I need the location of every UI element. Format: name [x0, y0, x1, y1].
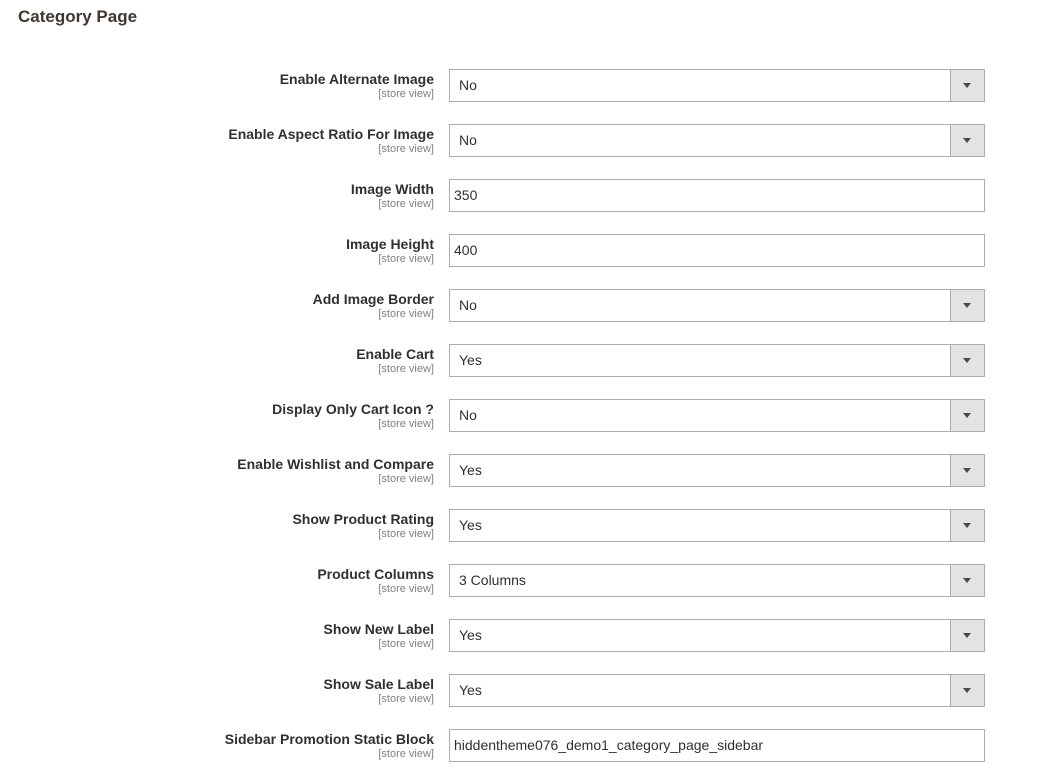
chevron-down-icon [963, 688, 971, 693]
select-toggle[interactable] [950, 125, 984, 156]
field-label-group [280, 69, 434, 101]
chevron-down-icon [963, 358, 971, 363]
select-value: No [459, 297, 477, 313]
scope-label: [store view] [378, 308, 434, 320]
field-label: Add Image Border [312, 291, 434, 307]
field-row-enable-cart [0, 344, 1061, 399]
display-only-cart-icon-select[interactable] [449, 399, 985, 432]
field-label-group [324, 619, 434, 651]
input-value: 350 [454, 187, 478, 203]
field-label-group [356, 344, 434, 376]
field-row-display-only-cart-icon [0, 399, 1061, 454]
field-row-image-height [0, 234, 1061, 289]
select-toggle[interactable] [950, 620, 984, 651]
scope-label: [store view] [378, 638, 434, 650]
chevron-down-icon [963, 83, 971, 88]
field-label-group [292, 509, 434, 541]
scope-label: [store view] [378, 748, 434, 760]
select-toggle[interactable] [950, 510, 984, 541]
scope-label: [store view] [378, 88, 434, 100]
field-label-group [225, 729, 434, 761]
select-value: Yes [459, 352, 482, 368]
chevron-down-icon [963, 413, 971, 418]
scope-label: [store view] [378, 528, 434, 540]
scope-label: [store view] [378, 198, 434, 210]
enable-cart-select[interactable] [449, 344, 985, 377]
field-row-image-width [0, 179, 1061, 234]
enable-aspect-ratio-select[interactable] [449, 124, 985, 157]
select-value: 3 Columns [459, 572, 526, 588]
field-label-group [317, 564, 434, 596]
field-label: Display Only Cart Icon ? [272, 401, 434, 417]
field-row-show-sale-label [0, 674, 1061, 729]
select-toggle[interactable] [950, 455, 984, 486]
field-label-group [228, 124, 434, 156]
field-row-enable-wishlist-compare [0, 454, 1061, 509]
field-label: Image Height [346, 236, 434, 252]
scope-label: [store view] [378, 418, 434, 430]
field-row-sidebar-promotion-static-block [0, 729, 1061, 784]
field-label: Sidebar Promotion Static Block [224, 731, 434, 747]
image-height-input[interactable] [449, 234, 985, 267]
show-sale-label-select[interactable] [449, 674, 985, 707]
field-label: Image Width [350, 181, 434, 197]
scope-label: [store view] [378, 693, 434, 705]
image-width-input[interactable] [449, 179, 985, 212]
enable-alternate-image-select[interactable] [449, 69, 985, 102]
select-toggle[interactable] [950, 290, 984, 321]
field-label-group [237, 454, 434, 486]
enable-wishlist-compare-select[interactable] [449, 454, 985, 487]
scope-label: [store view] [378, 473, 434, 485]
product-columns-select[interactable] [449, 564, 985, 597]
field-label-group [272, 399, 434, 431]
select-toggle[interactable] [950, 565, 984, 596]
field-label: Show New Label [323, 621, 434, 637]
field-label: Show Product Rating [292, 511, 434, 527]
scope-label: [store view] [378, 143, 434, 155]
select-value: Yes [459, 462, 482, 478]
field-label-group [346, 234, 434, 266]
field-row-add-image-border [0, 289, 1061, 344]
field-label-group [324, 674, 434, 706]
section-title: Category Page [18, 7, 138, 26]
chevron-down-icon [963, 578, 971, 583]
scope-label: [store view] [378, 583, 434, 595]
select-value: No [459, 132, 477, 148]
select-value: No [459, 77, 477, 93]
chevron-down-icon [963, 138, 971, 143]
select-toggle[interactable] [950, 400, 984, 431]
field-label: Enable Alternate Image [279, 71, 434, 87]
select-toggle[interactable] [950, 70, 984, 101]
scope-label: [store view] [378, 253, 434, 265]
field-label: Show Sale Label [323, 676, 434, 692]
field-row-enable-alternate-image [0, 69, 1061, 124]
field-row-show-new-label [0, 619, 1061, 674]
field-row-enable-aspect-ratio [0, 124, 1061, 179]
field-label-group [313, 289, 434, 321]
select-toggle[interactable] [950, 675, 984, 706]
select-value: Yes [459, 627, 482, 643]
chevron-down-icon [963, 523, 971, 528]
chevron-down-icon [963, 633, 971, 638]
add-image-border-select[interactable] [449, 289, 985, 322]
input-value: 400 [454, 242, 478, 258]
chevron-down-icon [963, 303, 971, 308]
scope-label: [store view] [378, 363, 434, 375]
field-row-show-product-rating [0, 509, 1061, 564]
field-label: Product Columns [317, 566, 434, 582]
select-value: Yes [459, 682, 482, 698]
show-product-rating-select[interactable] [449, 509, 985, 542]
select-value: Yes [459, 517, 482, 533]
field-row-product-columns [0, 564, 1061, 619]
field-label-group [351, 179, 434, 211]
sidebar-promotion-static-block-input[interactable] [449, 729, 985, 762]
config-fields [0, 69, 1061, 784]
select-toggle[interactable] [950, 345, 984, 376]
show-new-label-select[interactable] [449, 619, 985, 652]
chevron-down-icon [963, 468, 971, 473]
input-value: hiddentheme076_demo1_category_page_sidebar [454, 737, 764, 753]
field-label: Enable Wishlist and Compare [237, 456, 434, 472]
field-label: Enable Aspect Ratio For Image [228, 126, 434, 142]
field-label: Enable Cart [356, 346, 434, 362]
select-value: No [459, 407, 477, 423]
